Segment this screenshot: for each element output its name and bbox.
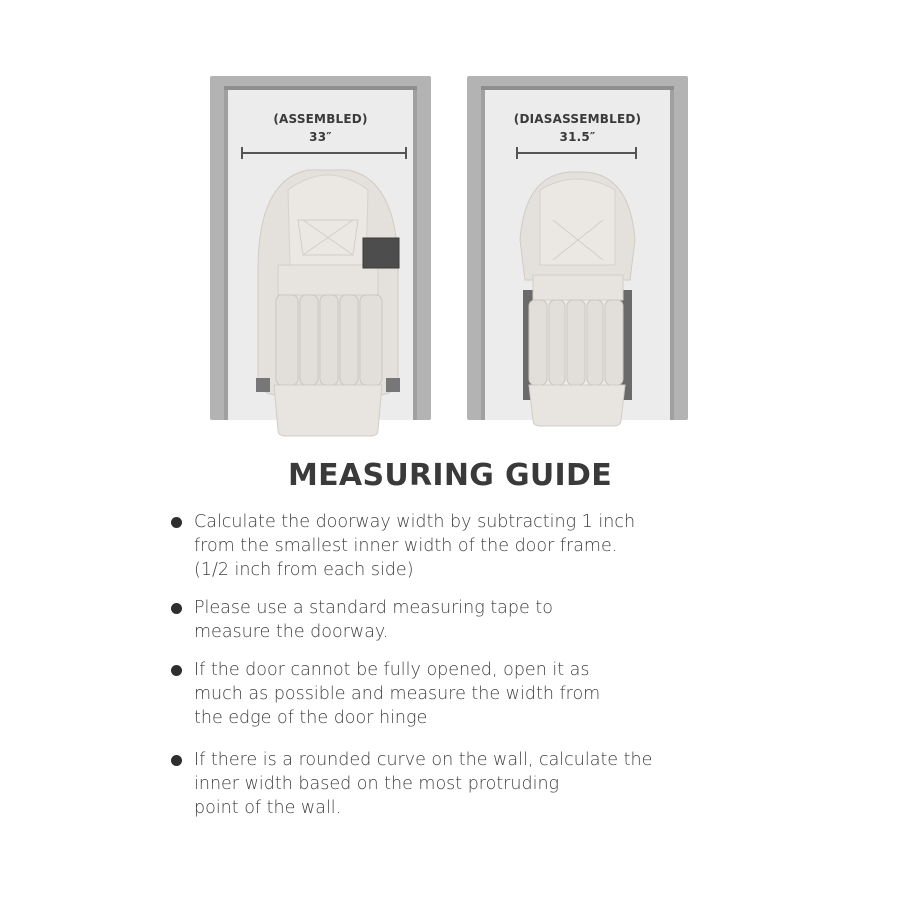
bullet-icon <box>171 603 182 614</box>
bullet-text-line: (1/2 inch from each side) <box>194 560 414 580</box>
bullet-icon <box>171 517 182 528</box>
measuring-guide-list <box>170 510 730 820</box>
bullet-text-line: much as possible and measure the width from <box>194 684 601 704</box>
bullet-text-line: from the smallest inner width of the door frame. <box>194 536 618 556</box>
disassembled-width: 31.5″ <box>559 130 596 144</box>
disassembled-label: (DIASASSEMBLED) <box>513 112 642 126</box>
list-item <box>170 510 730 582</box>
assembled-dimension-line <box>241 152 407 154</box>
massage-chair-assembled-icon <box>248 160 408 438</box>
list-item <box>170 748 730 820</box>
bullet-text-line: measure the doorway. <box>194 622 389 642</box>
disassembled-dimension-line <box>516 152 637 154</box>
assembled-label: (ASSEMBLED) <box>273 112 368 126</box>
bullet-text-line: If the door cannot be fully opened, open it as <box>194 660 590 680</box>
assembled-width: 33″ <box>309 130 332 144</box>
bullet-text-line: the edge of the door hinge <box>194 708 428 728</box>
bullet-icon <box>171 665 182 676</box>
bullet-text-line: point of the wall. <box>194 798 342 818</box>
bullet-text-line: inner width based on the most protruding <box>194 774 560 794</box>
massage-chair-disassembled-icon <box>515 170 640 428</box>
bullet-text-line: If there is a rounded curve on the wall, calculate the <box>194 750 653 770</box>
bullet-text-line: Please use a standard measuring tape to <box>194 598 553 618</box>
bullet-text-line: Calculate the doorway width by subtracting 1 inch <box>194 512 636 532</box>
list-item <box>170 596 730 644</box>
list-item <box>170 658 730 730</box>
page-title: MEASURING GUIDE <box>287 458 612 493</box>
bullet-icon <box>171 755 182 766</box>
